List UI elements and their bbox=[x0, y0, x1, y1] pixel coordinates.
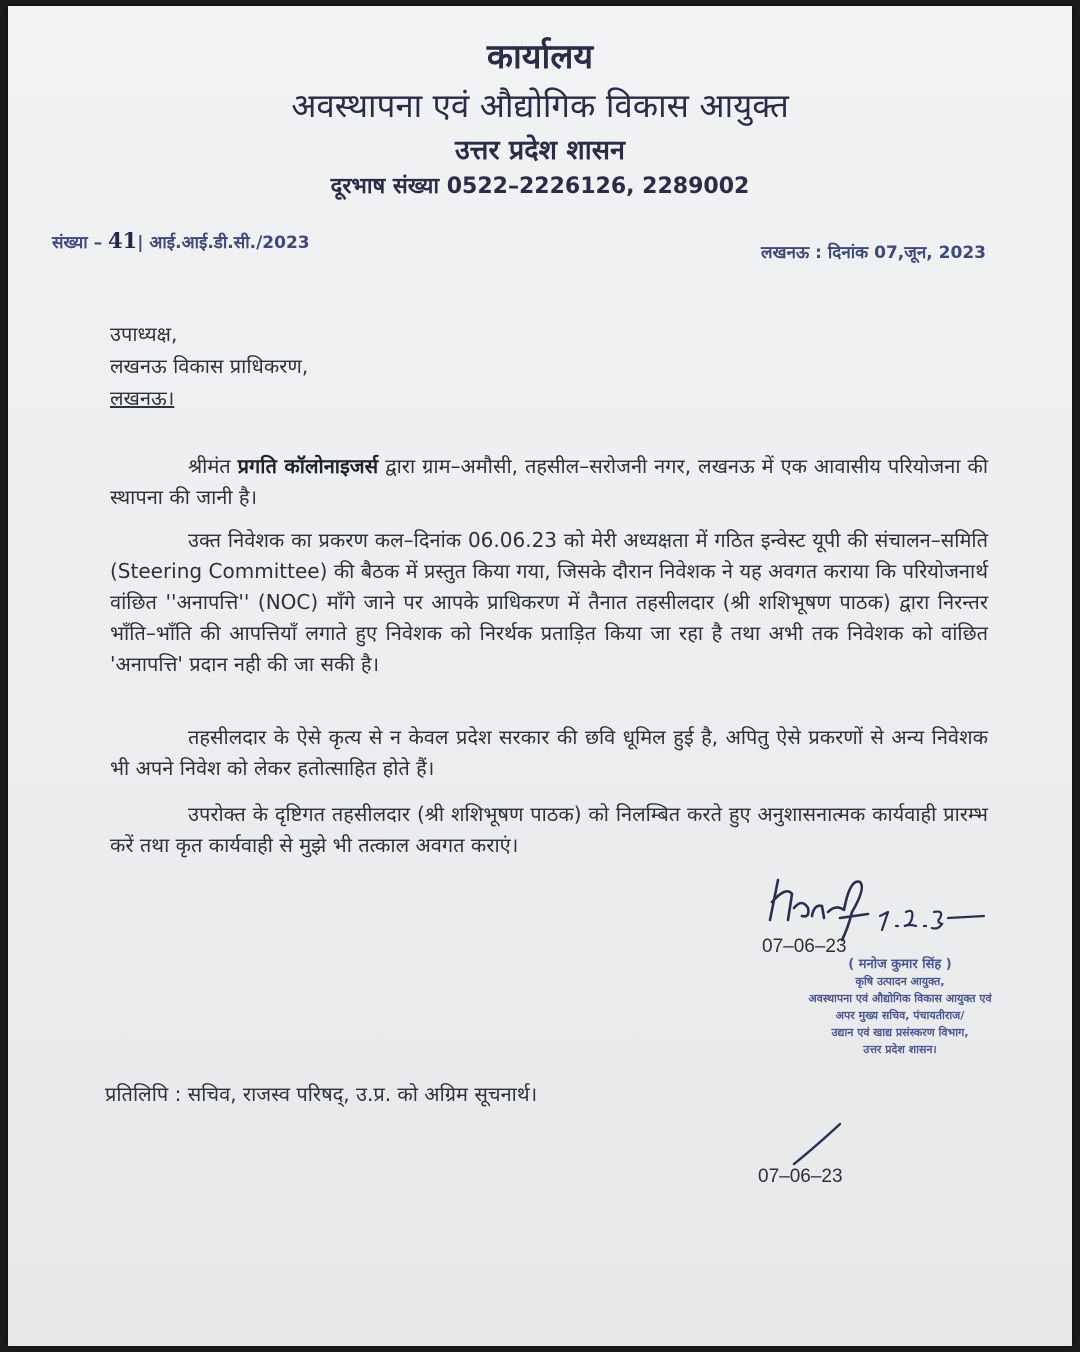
p1-start: श्रीमंत bbox=[188, 454, 231, 478]
addressee-block bbox=[110, 318, 308, 414]
letterhead-office: कार्यालय bbox=[486, 37, 594, 77]
addressee-line-2: लखनऊ विकास प्राधिकरण, bbox=[110, 354, 309, 378]
reference-suffix: आई.आई.डी.सी./2023 bbox=[149, 233, 310, 253]
addressee-line-3: लखनऊ। bbox=[110, 386, 175, 410]
reference-prefix: संख्या – bbox=[52, 233, 103, 253]
designation-line-3: अपर मुख्य सचिव, पंचायतीराज/ bbox=[835, 1009, 965, 1022]
body-paragraph-3: तहसीलदार के ऐसे कृत्य से न केवल प्रदेश सरकार की छवि धूमिल हुई है, अपितु ऐसे प्रकरणों से अन्य निवेशक भी अपने निवेश को लेकर हतोत्साहित होते हैं। bbox=[110, 725, 988, 780]
body-paragraph-1 bbox=[110, 451, 988, 513]
designation-stamp bbox=[750, 956, 1050, 1058]
p1-rest: द्वारा ग्राम–अमौसी, तहसील–सरोजनी नगर, लखनऊ में एक आवासीय परियोजना की स्थापना की जानी है। bbox=[110, 454, 989, 509]
initials-signature-icon bbox=[784, 1118, 854, 1172]
body-paragraph-4: उपरोक्त के दृष्टिगत तहसीलदार (श्री शशिभूषण पाठक) को निलम्बित करते हुए अनुशासनात्मक कार्यवाही प्रारम्भ करें तथा कृत कार्यवाही से मुझे भी तत्काल अवगत कराएं। bbox=[110, 802, 988, 857]
addressee-line-1: उपाध्यक्ष, bbox=[110, 322, 178, 346]
letter-sheet bbox=[8, 6, 1072, 1346]
signatory-name: ( मनोज कुमार सिंह ) bbox=[848, 957, 952, 972]
designation-line-1: कृषि उत्पादन आयुक्त, bbox=[855, 975, 945, 988]
designation-line-2: अवस्थापना एवं औद्योगिक विकास आयुक्त एवं bbox=[808, 992, 992, 1005]
reference-handwritten-number: 41 bbox=[108, 228, 138, 253]
designation-line-4: उद्यान एवं खाद्य प्रसंस्करण विभाग, bbox=[831, 1026, 969, 1039]
reference-number bbox=[52, 228, 310, 253]
p1-company-name: प्रगति कॉलोनाइजर्स bbox=[237, 454, 379, 478]
copy-to-date: 07–06–23 bbox=[758, 1166, 843, 1187]
designation-line-5: उत्तर प्रदेश शासन। bbox=[863, 1043, 937, 1056]
reference-date: लखनऊ : दिनांक 07,जून, 2023 bbox=[761, 243, 986, 263]
reference-separator: | bbox=[137, 233, 144, 253]
letterhead-state: उत्तर प्रदेश शासन bbox=[455, 135, 625, 166]
body-paragraph-2: उक्त निवेशक का प्रकरण कल–दिनांक 06.06.23 को मेरी अध्यक्षता में गठित इन्वेस्ट यूपी की संचालन–समिति (Steering Committee) की बैठक में प्रस्तुत किया गया, जिसके दौरान निवेशक ने यह अवगत कराया कि परियोजनार्थ वांछित ''अनापत्ति'' (NOC) माँगे जाने पर आपके प्राधिकरण में तैनात तहसीलदार (श्री शशिभूषण पाठक) द्वारा निरन्तर भाँति–भाँति की आपत्तियाँ लगाते हुए निवेशक को निरर्थक प्रताड़ित किया जा रहा है तथा अभी तक निवेशक को वांछित 'अनापत्ति' प्रदान नही की जा सकी है। bbox=[110, 528, 988, 676]
copy-to-line: प्रतिलिपि : सचिव, राजस्व परिषद्, उ.प्र. को अग्रिम सूचनार्थ। bbox=[105, 1082, 538, 1106]
letterhead-department: अवस्थापना एवं औद्योगिक विकास आयुक्त bbox=[291, 86, 789, 125]
letterhead-phone: दूरभाष संख्या 0522–2226126, 2289002 bbox=[330, 174, 750, 199]
signature-date: 07–06–23 bbox=[762, 936, 847, 957]
